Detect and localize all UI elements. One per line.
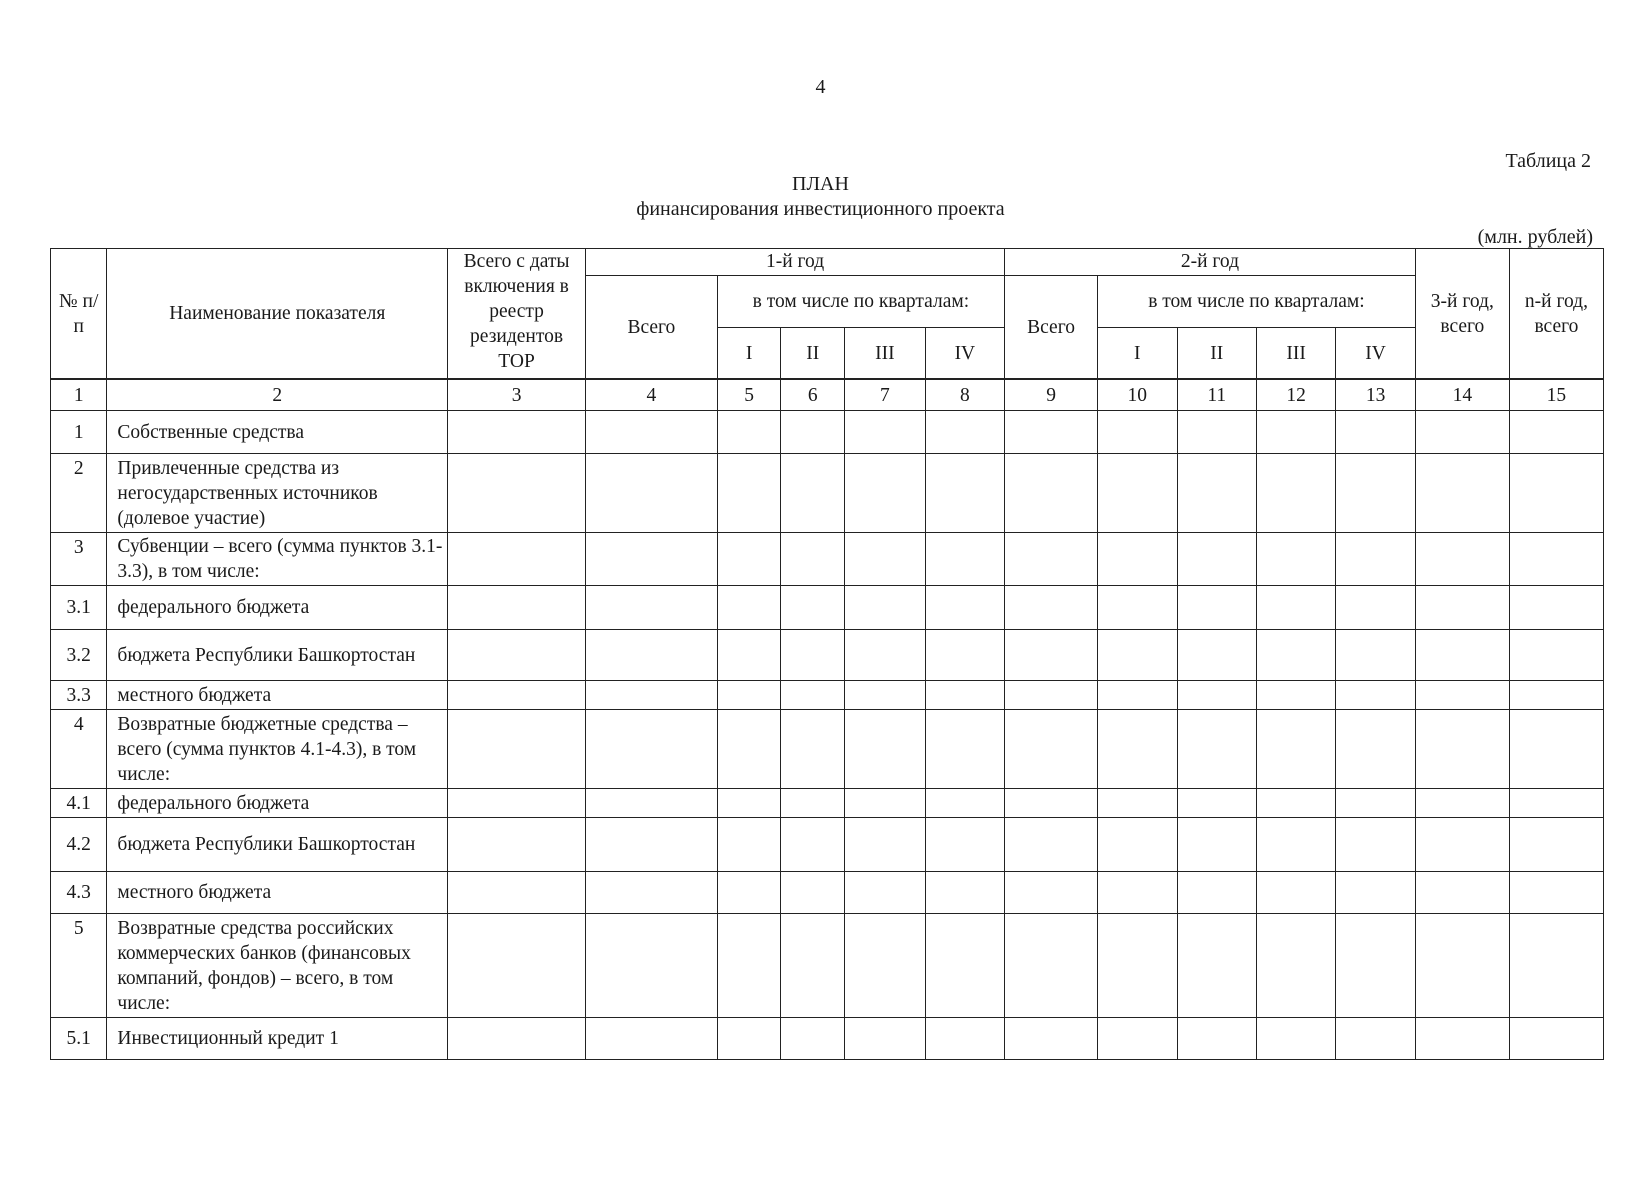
- value-cell: [1509, 872, 1603, 913]
- value-cell: [448, 586, 586, 630]
- value-cell: [925, 789, 1004, 818]
- value-cell: [1098, 1018, 1177, 1060]
- value-cell: [1256, 681, 1335, 710]
- value-cell: [448, 710, 586, 789]
- value-cell: [1415, 913, 1509, 1018]
- row-indicator-name: Собственные средства: [107, 410, 448, 454]
- value-cell: [845, 818, 925, 872]
- value-cell: [1177, 681, 1256, 710]
- value-cell: [1415, 586, 1509, 630]
- row-indicator-name: бюджета Республики Башкортостан: [107, 818, 448, 872]
- row-indicator-name: бюджета Республики Башкортостан: [107, 629, 448, 681]
- value-cell: [1177, 818, 1256, 872]
- value-cell: [586, 410, 718, 454]
- row-indicator-name: местного бюджета: [107, 681, 448, 710]
- value-cell: [1336, 1018, 1415, 1060]
- value-cell: [717, 913, 781, 1018]
- header-name: Наименование показателя: [107, 249, 448, 380]
- table-row: [51, 710, 1604, 789]
- value-cell: [1256, 1018, 1335, 1060]
- value-cell: [1415, 454, 1509, 533]
- value-cell: [781, 710, 845, 789]
- value-cell: [925, 1018, 1004, 1060]
- column-number: 3: [448, 379, 586, 410]
- value-cell: [1005, 410, 1098, 454]
- value-cell: [1256, 789, 1335, 818]
- financing-plan-table: [50, 248, 1604, 1060]
- row-number: 4.1: [51, 789, 107, 818]
- table-title: [0, 172, 1641, 222]
- value-cell: [1415, 789, 1509, 818]
- value-cell: [717, 872, 781, 913]
- column-number: 2: [107, 379, 448, 410]
- value-cell: [448, 1018, 586, 1060]
- value-cell: [1509, 818, 1603, 872]
- header-year-1-total: Всего: [586, 275, 718, 379]
- value-cell: [845, 454, 925, 533]
- column-number-row: [51, 379, 1604, 410]
- value-cell: [1005, 913, 1098, 1018]
- value-cell: [448, 789, 586, 818]
- units-label: (млн. рублей): [1477, 226, 1593, 248]
- value-cell: [1098, 681, 1177, 710]
- row-number: 3: [51, 533, 107, 586]
- value-cell: [1415, 818, 1509, 872]
- value-cell: [717, 533, 781, 586]
- value-cell: [845, 710, 925, 789]
- table-label: Таблица 2: [1505, 150, 1591, 172]
- value-cell: [781, 454, 845, 533]
- value-cell: [781, 410, 845, 454]
- value-cell: [925, 454, 1004, 533]
- value-cell: [1005, 681, 1098, 710]
- value-cell: [586, 533, 718, 586]
- value-cell: [1098, 533, 1177, 586]
- value-cell: [1509, 629, 1603, 681]
- value-cell: [845, 681, 925, 710]
- value-cell: [717, 410, 781, 454]
- value-cell: [781, 681, 845, 710]
- value-cell: [1005, 454, 1098, 533]
- row-number: 3.3: [51, 681, 107, 710]
- value-cell: [845, 872, 925, 913]
- value-cell: [925, 710, 1004, 789]
- value-cell: [1509, 1018, 1603, 1060]
- value-cell: [1509, 586, 1603, 630]
- value-cell: [586, 913, 718, 1018]
- value-cell: [925, 872, 1004, 913]
- value-cell: [448, 629, 586, 681]
- value-cell: [1415, 533, 1509, 586]
- value-cell: [1336, 913, 1415, 1018]
- header-y1-q1: I: [717, 328, 781, 380]
- value-cell: [1098, 454, 1177, 533]
- value-cell: [586, 710, 718, 789]
- value-cell: [448, 533, 586, 586]
- value-cell: [586, 454, 718, 533]
- value-cell: [1256, 913, 1335, 1018]
- value-cell: [1098, 586, 1177, 630]
- value-cell: [448, 681, 586, 710]
- value-cell: [717, 1018, 781, 1060]
- value-cell: [717, 586, 781, 630]
- value-cell: [1415, 681, 1509, 710]
- value-cell: [925, 629, 1004, 681]
- value-cell: [1336, 872, 1415, 913]
- column-number: 10: [1098, 379, 1177, 410]
- value-cell: [1005, 1018, 1098, 1060]
- value-cell: [1005, 872, 1098, 913]
- value-cell: [1256, 586, 1335, 630]
- header-num: № п/п: [51, 249, 107, 380]
- value-cell: [1336, 533, 1415, 586]
- column-number: 6: [781, 379, 845, 410]
- value-cell: [1005, 710, 1098, 789]
- header-y2-q1: I: [1098, 328, 1177, 380]
- value-cell: [845, 586, 925, 630]
- value-cell: [1177, 789, 1256, 818]
- value-cell: [1177, 629, 1256, 681]
- value-cell: [1098, 872, 1177, 913]
- row-indicator-name: федерального бюджета: [107, 789, 448, 818]
- value-cell: [717, 681, 781, 710]
- value-cell: [586, 681, 718, 710]
- value-cell: [448, 818, 586, 872]
- header-y2-q3: III: [1256, 328, 1335, 380]
- row-indicator-name: местного бюджета: [107, 872, 448, 913]
- value-cell: [1177, 410, 1256, 454]
- value-cell: [1509, 789, 1603, 818]
- value-cell: [717, 818, 781, 872]
- value-cell: [925, 533, 1004, 586]
- title-line-1: ПЛАН: [792, 173, 849, 195]
- value-cell: [781, 1018, 845, 1060]
- row-indicator-name: Субвенции – всего (сумма пунктов 3.1-3.3), в том числе:: [107, 533, 448, 586]
- value-cell: [925, 681, 1004, 710]
- value-cell: [845, 629, 925, 681]
- table-row: [51, 586, 1604, 630]
- header-year-1: 1-й год: [586, 249, 1005, 276]
- value-cell: [781, 586, 845, 630]
- value-cell: [586, 789, 718, 818]
- header-year-3: 3-й год, всего: [1415, 249, 1509, 380]
- value-cell: [1509, 913, 1603, 1018]
- header-y1-q2: II: [781, 328, 845, 380]
- value-cell: [1177, 533, 1256, 586]
- value-cell: [845, 410, 925, 454]
- value-cell: [781, 872, 845, 913]
- value-cell: [1415, 410, 1509, 454]
- column-number: 1: [51, 379, 107, 410]
- column-number: 9: [1005, 379, 1098, 410]
- value-cell: [586, 586, 718, 630]
- value-cell: [448, 913, 586, 1018]
- value-cell: [717, 454, 781, 533]
- header-total-since: Всего с даты включения в реестр резидентов ТОР: [448, 249, 586, 380]
- row-indicator-name: Возвратные средства российских коммерческих банков (финансовых компаний, фондов) – всего, в том числе:: [107, 913, 448, 1018]
- row-number: 4.2: [51, 818, 107, 872]
- value-cell: [925, 586, 1004, 630]
- value-cell: [717, 789, 781, 818]
- value-cell: [1336, 586, 1415, 630]
- value-cell: [925, 410, 1004, 454]
- row-number: 3.1: [51, 586, 107, 630]
- row-number: 5: [51, 913, 107, 1018]
- table-row: [51, 789, 1604, 818]
- value-cell: [1177, 454, 1256, 533]
- value-cell: [1098, 818, 1177, 872]
- column-number: 4: [586, 379, 718, 410]
- value-cell: [1256, 410, 1335, 454]
- table-row: [51, 681, 1604, 710]
- value-cell: [1005, 533, 1098, 586]
- value-cell: [1005, 586, 1098, 630]
- value-cell: [1336, 789, 1415, 818]
- value-cell: [1256, 818, 1335, 872]
- row-indicator-name: Привлеченные средства из негосударственных источников (долевое участие): [107, 454, 448, 533]
- value-cell: [1256, 872, 1335, 913]
- header-y1-q3: III: [845, 328, 925, 380]
- value-cell: [925, 913, 1004, 1018]
- value-cell: [781, 913, 845, 1018]
- value-cell: [1509, 710, 1603, 789]
- value-cell: [1005, 789, 1098, 818]
- column-number: 14: [1415, 379, 1509, 410]
- header-y2-q4: IV: [1336, 328, 1415, 380]
- value-cell: [586, 1018, 718, 1060]
- page-number: 4: [815, 76, 826, 98]
- row-indicator-name: федерального бюджета: [107, 586, 448, 630]
- value-cell: [845, 1018, 925, 1060]
- value-cell: [1256, 710, 1335, 789]
- header-year-2-total: Всего: [1005, 275, 1098, 379]
- value-cell: [781, 789, 845, 818]
- column-number: 12: [1256, 379, 1335, 410]
- column-number: 11: [1177, 379, 1256, 410]
- row-number: 5.1: [51, 1018, 107, 1060]
- value-cell: [1509, 410, 1603, 454]
- column-number: 15: [1509, 379, 1603, 410]
- value-cell: [845, 913, 925, 1018]
- column-number: 8: [925, 379, 1004, 410]
- value-cell: [448, 410, 586, 454]
- value-cell: [1177, 1018, 1256, 1060]
- table-row: [51, 872, 1604, 913]
- value-cell: [781, 629, 845, 681]
- row-number: 1: [51, 410, 107, 454]
- value-cell: [586, 872, 718, 913]
- value-cell: [1098, 710, 1177, 789]
- value-cell: [1256, 533, 1335, 586]
- value-cell: [717, 710, 781, 789]
- value-cell: [1415, 872, 1509, 913]
- value-cell: [781, 533, 845, 586]
- value-cell: [448, 454, 586, 533]
- value-cell: [586, 818, 718, 872]
- value-cell: [1509, 533, 1603, 586]
- table-row: [51, 454, 1604, 533]
- value-cell: [1336, 454, 1415, 533]
- value-cell: [1415, 1018, 1509, 1060]
- value-cell: [1005, 629, 1098, 681]
- row-indicator-name: Инвестиционный кредит 1: [107, 1018, 448, 1060]
- row-number: 4: [51, 710, 107, 789]
- value-cell: [717, 629, 781, 681]
- value-cell: [1177, 710, 1256, 789]
- value-cell: [845, 533, 925, 586]
- value-cell: [1098, 629, 1177, 681]
- value-cell: [1177, 586, 1256, 630]
- row-number: 4.3: [51, 872, 107, 913]
- value-cell: [1415, 629, 1509, 681]
- row-number: 2: [51, 454, 107, 533]
- title-line-2: финансирования инвестиционного проекта: [636, 198, 1005, 220]
- value-cell: [1509, 454, 1603, 533]
- value-cell: [1336, 681, 1415, 710]
- value-cell: [1177, 872, 1256, 913]
- header-y1-q4: IV: [925, 328, 1004, 380]
- table-row: [51, 410, 1604, 454]
- value-cell: [586, 629, 718, 681]
- value-cell: [1098, 789, 1177, 818]
- value-cell: [925, 818, 1004, 872]
- value-cell: [1256, 629, 1335, 681]
- value-cell: [448, 872, 586, 913]
- header-year-2: 2-й год: [1005, 249, 1416, 276]
- header-year-1-quarters: в том числе по кварталам:: [717, 275, 1004, 327]
- column-number: 13: [1336, 379, 1415, 410]
- value-cell: [1336, 818, 1415, 872]
- table-row: [51, 818, 1604, 872]
- value-cell: [1336, 629, 1415, 681]
- value-cell: [1256, 454, 1335, 533]
- value-cell: [1336, 410, 1415, 454]
- column-number: 7: [845, 379, 925, 410]
- value-cell: [1098, 410, 1177, 454]
- value-cell: [1509, 681, 1603, 710]
- value-cell: [1336, 710, 1415, 789]
- table-row: [51, 629, 1604, 681]
- table-row: [51, 1018, 1604, 1060]
- table-row: [51, 913, 1604, 1018]
- header-y2-q2: II: [1177, 328, 1256, 380]
- header-year-2-quarters: в том числе по кварталам:: [1098, 275, 1416, 327]
- row-number: 3.2: [51, 629, 107, 681]
- table-row: [51, 533, 1604, 586]
- value-cell: [781, 818, 845, 872]
- value-cell: [1177, 913, 1256, 1018]
- column-number: 5: [717, 379, 781, 410]
- value-cell: [845, 789, 925, 818]
- value-cell: [1098, 913, 1177, 1018]
- header-year-n: n-й год, всего: [1509, 249, 1603, 380]
- row-indicator-name: Возвратные бюджетные средства – всего (сумма пунктов 4.1-4.3), в том числе:: [107, 710, 448, 789]
- value-cell: [1415, 710, 1509, 789]
- value-cell: [1005, 818, 1098, 872]
